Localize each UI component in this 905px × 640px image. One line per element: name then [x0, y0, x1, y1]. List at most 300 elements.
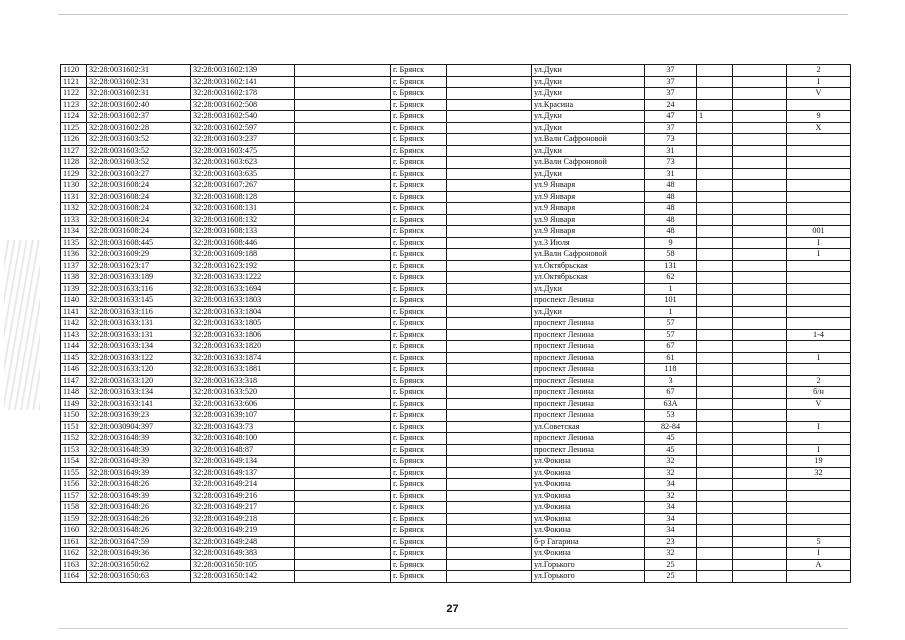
parcel-cadastral-number-cell: 32:28:0031602:40 — [87, 99, 191, 111]
object-cadastral-number-cell: 32:28:0031633:1806 — [191, 329, 295, 341]
parcel-cadastral-number-cell: 32:28:0031648:26 — [87, 513, 191, 525]
empty-cell — [733, 398, 787, 410]
empty-cell — [447, 76, 532, 88]
city-cell: г. Брянск — [391, 88, 447, 100]
premises-number-cell — [787, 525, 851, 537]
house-number-cell: 67 — [645, 387, 697, 399]
empty-cell — [447, 145, 532, 157]
empty-cell — [733, 559, 787, 571]
table-row — [61, 111, 851, 123]
row-number-cell: 1138 — [61, 272, 87, 284]
empty-cell — [295, 536, 391, 548]
empty-cell — [295, 260, 391, 272]
premises-number-cell — [787, 191, 851, 203]
house-number-cell: 25 — [645, 571, 697, 583]
empty-cell — [295, 456, 391, 468]
empty-cell — [447, 180, 532, 192]
table-row — [61, 76, 851, 88]
empty-cell — [447, 559, 532, 571]
empty-cell — [295, 364, 391, 376]
empty-cell — [447, 375, 532, 387]
building-cell — [697, 237, 733, 249]
premises-number-cell: I — [787, 237, 851, 249]
empty-cell — [733, 283, 787, 295]
parcel-cadastral-number-cell: 32:28:0031633:141 — [87, 398, 191, 410]
table-row — [61, 364, 851, 376]
scan-edge-artifact — [4, 240, 40, 410]
row-number-cell: 1121 — [61, 76, 87, 88]
street-cell: ул.Дуки — [532, 145, 645, 157]
row-number-cell: 1120 — [61, 65, 87, 77]
table-row — [61, 295, 851, 307]
house-number-cell: 34 — [645, 513, 697, 525]
empty-cell — [733, 433, 787, 445]
row-number-cell: 1127 — [61, 145, 87, 157]
empty-cell — [447, 490, 532, 502]
city-cell: г. Брянск — [391, 111, 447, 123]
empty-cell — [733, 203, 787, 215]
empty-cell — [733, 122, 787, 134]
street-cell: ул.9 Января — [532, 180, 645, 192]
parcel-cadastral-number-cell: 32:28:0031603:52 — [87, 134, 191, 146]
empty-cell — [733, 444, 787, 456]
premises-number-cell — [787, 490, 851, 502]
premises-number-cell: б/н — [787, 387, 851, 399]
premises-number-cell: I — [787, 548, 851, 560]
street-cell: проспект Ленина — [532, 364, 645, 376]
empty-cell — [295, 375, 391, 387]
city-cell: г. Брянск — [391, 203, 447, 215]
premises-number-cell — [787, 260, 851, 272]
object-cadastral-number-cell: 32:28:0031633:1803 — [191, 295, 295, 307]
city-cell: г. Брянск — [391, 456, 447, 468]
table-row — [61, 272, 851, 284]
empty-cell — [295, 65, 391, 77]
empty-cell — [447, 548, 532, 560]
premises-number-cell — [787, 214, 851, 226]
parcel-cadastral-number-cell: 32:28:0031602:31 — [87, 76, 191, 88]
house-number-cell: 37 — [645, 65, 697, 77]
empty-cell — [733, 536, 787, 548]
table-row — [61, 191, 851, 203]
empty-cell — [295, 237, 391, 249]
table-row — [61, 444, 851, 456]
house-number-cell: 45 — [645, 444, 697, 456]
premises-number-cell — [787, 283, 851, 295]
object-cadastral-number-cell: 32:28:0031649:383 — [191, 548, 295, 560]
empty-cell — [447, 260, 532, 272]
top-scan-line — [58, 14, 848, 15]
building-cell — [697, 329, 733, 341]
premises-number-cell: X — [787, 122, 851, 134]
row-number-cell: 1131 — [61, 191, 87, 203]
object-cadastral-number-cell: 32:28:0031649:217 — [191, 502, 295, 514]
parcel-cadastral-number-cell: 32:28:0031633:120 — [87, 364, 191, 376]
parcel-cadastral-number-cell: 32:28:0031633:145 — [87, 295, 191, 307]
row-number-cell: 1132 — [61, 203, 87, 215]
row-number-cell: 1126 — [61, 134, 87, 146]
table-row — [61, 571, 851, 583]
parcel-cadastral-number-cell: 32:28:0031649:36 — [87, 548, 191, 560]
table-row — [61, 168, 851, 180]
city-cell: г. Брянск — [391, 226, 447, 238]
empty-cell — [447, 88, 532, 100]
street-cell: ул.Дуки — [532, 76, 645, 88]
object-cadastral-number-cell: 32:28:0031602:178 — [191, 88, 295, 100]
table-row — [61, 341, 851, 353]
building-cell — [697, 559, 733, 571]
row-number-cell: 1125 — [61, 122, 87, 134]
object-cadastral-number-cell: 32:28:0031602:540 — [191, 111, 295, 123]
table-row — [61, 65, 851, 77]
table-row — [61, 375, 851, 387]
row-number-cell: 1135 — [61, 237, 87, 249]
parcel-cadastral-number-cell: 32:28:0031603:27 — [87, 168, 191, 180]
premises-number-cell — [787, 180, 851, 192]
city-cell: г. Брянск — [391, 295, 447, 307]
premises-number-cell — [787, 272, 851, 284]
empty-cell — [295, 111, 391, 123]
building-cell — [697, 249, 733, 261]
empty-cell — [447, 364, 532, 376]
premises-number-cell — [787, 571, 851, 583]
empty-cell — [733, 364, 787, 376]
city-cell: г. Брянск — [391, 467, 447, 479]
house-number-cell: 3 — [645, 375, 697, 387]
object-cadastral-number-cell: 32:28:0031608:128 — [191, 191, 295, 203]
empty-cell — [447, 329, 532, 341]
premises-number-cell: I — [787, 249, 851, 261]
row-number-cell: 1157 — [61, 490, 87, 502]
row-number-cell: 1152 — [61, 433, 87, 445]
empty-cell — [733, 145, 787, 157]
street-cell: ул.Фокина — [532, 548, 645, 560]
empty-cell — [447, 525, 532, 537]
city-cell: г. Брянск — [391, 398, 447, 410]
empty-cell — [447, 111, 532, 123]
city-cell: г. Брянск — [391, 375, 447, 387]
empty-cell — [295, 145, 391, 157]
empty-cell — [733, 410, 787, 422]
building-cell — [697, 375, 733, 387]
object-cadastral-number-cell: 32:28:0031633:1222 — [191, 272, 295, 284]
parcel-cadastral-number-cell: 32:28:0031633:189 — [87, 272, 191, 284]
object-cadastral-number-cell: 32:28:0031633:1881 — [191, 364, 295, 376]
empty-cell — [295, 502, 391, 514]
street-cell: ул.Дуки — [532, 283, 645, 295]
premises-number-cell: А — [787, 559, 851, 571]
premises-number-cell: V — [787, 88, 851, 100]
city-cell: г. Брянск — [391, 283, 447, 295]
city-cell: г. Брянск — [391, 571, 447, 583]
street-cell: ул.9 Января — [532, 191, 645, 203]
empty-cell — [295, 168, 391, 180]
parcel-cadastral-number-cell: 32:28:0031608:445 — [87, 237, 191, 249]
house-number-cell: 48 — [645, 191, 697, 203]
house-number-cell: 62 — [645, 272, 697, 284]
object-cadastral-number-cell: 32:28:0031649:218 — [191, 513, 295, 525]
street-cell: ул.Дуки — [532, 111, 645, 123]
street-cell: проспект Ленина — [532, 295, 645, 307]
city-cell: г. Брянск — [391, 387, 447, 399]
row-number-cell: 1163 — [61, 559, 87, 571]
empty-cell — [447, 122, 532, 134]
parcel-cadastral-number-cell: 32:28:0031650:62 — [87, 559, 191, 571]
house-number-cell: 1 — [645, 306, 697, 318]
table-row — [61, 88, 851, 100]
parcel-cadastral-number-cell: 32:28:0031608:24 — [87, 180, 191, 192]
empty-cell — [733, 272, 787, 284]
empty-cell — [295, 318, 391, 330]
parcel-cadastral-number-cell: 32:28:0031647:59 — [87, 536, 191, 548]
empty-cell — [295, 180, 391, 192]
empty-cell — [295, 88, 391, 100]
empty-cell — [295, 191, 391, 203]
row-number-cell: 1153 — [61, 444, 87, 456]
table-row — [61, 456, 851, 468]
empty-cell — [447, 456, 532, 468]
city-cell: г. Брянск — [391, 134, 447, 146]
object-cadastral-number-cell: 32:28:0031602:508 — [191, 99, 295, 111]
house-number-cell: 34 — [645, 502, 697, 514]
empty-cell — [447, 168, 532, 180]
empty-cell — [733, 226, 787, 238]
building-cell — [697, 444, 733, 456]
row-number-cell: 1146 — [61, 364, 87, 376]
parcel-cadastral-number-cell: 32:28:0031608:24 — [87, 214, 191, 226]
table-row — [61, 467, 851, 479]
building-cell — [697, 525, 733, 537]
premises-number-cell: 19 — [787, 456, 851, 468]
row-number-cell: 1159 — [61, 513, 87, 525]
object-cadastral-number-cell: 32:28:0031602:141 — [191, 76, 295, 88]
empty-cell — [295, 444, 391, 456]
object-cadastral-number-cell: 32:28:0031633:1820 — [191, 341, 295, 353]
empty-cell — [295, 467, 391, 479]
parcel-cadastral-number-cell: 32:28:0031633:122 — [87, 352, 191, 364]
object-cadastral-number-cell: 32:28:0031650:105 — [191, 559, 295, 571]
premises-number-cell — [787, 134, 851, 146]
house-number-cell: 1 — [645, 283, 697, 295]
house-number-cell: 118 — [645, 364, 697, 376]
street-cell: ул.Октябрьская — [532, 272, 645, 284]
table-row — [61, 318, 851, 330]
city-cell: г. Брянск — [391, 513, 447, 525]
row-number-cell: 1144 — [61, 341, 87, 353]
building-cell — [697, 536, 733, 548]
empty-cell — [295, 490, 391, 502]
house-number-cell: 25 — [645, 559, 697, 571]
parcel-cadastral-number-cell: 32:28:0031649:39 — [87, 490, 191, 502]
premises-number-cell: I — [787, 421, 851, 433]
empty-cell — [295, 421, 391, 433]
empty-cell — [295, 559, 391, 571]
table-row — [61, 398, 851, 410]
house-number-cell: 73 — [645, 134, 697, 146]
premises-number-cell: 1-4 — [787, 329, 851, 341]
street-cell: проспект Ленина — [532, 352, 645, 364]
parcel-cadastral-number-cell: 32:28:0031648:39 — [87, 433, 191, 445]
city-cell: г. Брянск — [391, 352, 447, 364]
row-number-cell: 1164 — [61, 571, 87, 583]
empty-cell — [733, 318, 787, 330]
building-cell — [697, 226, 733, 238]
empty-cell — [733, 525, 787, 537]
premises-number-cell: 2 — [787, 375, 851, 387]
premises-number-cell — [787, 295, 851, 307]
table-row — [61, 490, 851, 502]
building-cell — [697, 490, 733, 502]
table-row — [61, 421, 851, 433]
street-cell: б-р Гагарина — [532, 536, 645, 548]
building-cell — [697, 341, 733, 353]
empty-cell — [295, 272, 391, 284]
house-number-cell: 53 — [645, 410, 697, 422]
city-cell: г. Брянск — [391, 249, 447, 261]
building-cell — [697, 99, 733, 111]
empty-cell — [447, 536, 532, 548]
table-row — [61, 548, 851, 560]
empty-cell — [447, 226, 532, 238]
house-number-cell: 32 — [645, 467, 697, 479]
street-cell: ул.Фокина — [532, 490, 645, 502]
house-number-cell: 23 — [645, 536, 697, 548]
premises-number-cell: 001 — [787, 226, 851, 238]
premises-number-cell — [787, 203, 851, 215]
parcel-cadastral-number-cell: 32:28:0031602:31 — [87, 88, 191, 100]
row-number-cell: 1130 — [61, 180, 87, 192]
table-row — [61, 180, 851, 192]
object-cadastral-number-cell: 32:28:0031607:267 — [191, 180, 295, 192]
empty-cell — [295, 134, 391, 146]
empty-cell — [733, 180, 787, 192]
empty-cell — [733, 111, 787, 123]
empty-cell — [733, 467, 787, 479]
row-number-cell: 1151 — [61, 421, 87, 433]
house-number-cell: 31 — [645, 168, 697, 180]
empty-cell — [733, 548, 787, 560]
object-cadastral-number-cell: 32:28:0031603:237 — [191, 134, 295, 146]
parcel-cadastral-number-cell: 32:28:0030904:397 — [87, 421, 191, 433]
empty-cell — [733, 513, 787, 525]
object-cadastral-number-cell: 32:28:0031633:1805 — [191, 318, 295, 330]
building-cell — [697, 76, 733, 88]
empty-cell — [733, 479, 787, 491]
empty-cell — [733, 65, 787, 77]
empty-cell — [447, 352, 532, 364]
object-cadastral-number-cell: 32:28:0031650:142 — [191, 571, 295, 583]
parcel-cadastral-number-cell: 32:28:0031649:39 — [87, 467, 191, 479]
building-cell — [697, 364, 733, 376]
table-row — [61, 513, 851, 525]
object-cadastral-number-cell: 32:28:0031633:318 — [191, 375, 295, 387]
city-cell: г. Брянск — [391, 180, 447, 192]
empty-cell — [447, 318, 532, 330]
building-cell — [697, 467, 733, 479]
street-cell: ул.Фокина — [532, 525, 645, 537]
empty-cell — [447, 387, 532, 399]
street-cell: проспект Ленина — [532, 318, 645, 330]
empty-cell — [447, 398, 532, 410]
empty-cell — [733, 134, 787, 146]
empty-cell — [295, 122, 391, 134]
house-number-cell: 48 — [645, 180, 697, 192]
city-cell: г. Брянск — [391, 479, 447, 491]
empty-cell — [295, 283, 391, 295]
street-cell: ул.9 Января — [532, 226, 645, 238]
city-cell: г. Брянск — [391, 191, 447, 203]
street-cell: ул.Фокина — [532, 502, 645, 514]
premises-number-cell — [787, 341, 851, 353]
empty-cell — [295, 387, 391, 399]
object-cadastral-number-cell: 32:28:0031609:188 — [191, 249, 295, 261]
parcel-cadastral-number-cell: 32:28:0031602:37 — [87, 111, 191, 123]
city-cell: г. Брянск — [391, 306, 447, 318]
row-number-cell: 1140 — [61, 295, 87, 307]
building-cell — [697, 398, 733, 410]
table-row — [61, 122, 851, 134]
empty-cell — [447, 249, 532, 261]
empty-cell — [733, 237, 787, 249]
empty-cell — [733, 99, 787, 111]
premises-number-cell: 32 — [787, 467, 851, 479]
building-cell — [697, 191, 733, 203]
house-number-cell: 32 — [645, 548, 697, 560]
row-number-cell: 1134 — [61, 226, 87, 238]
row-number-cell: 1155 — [61, 467, 87, 479]
table-row — [61, 433, 851, 445]
empty-cell — [295, 548, 391, 560]
city-cell: г. Брянск — [391, 122, 447, 134]
street-cell: ул.Советская — [532, 421, 645, 433]
table-row — [61, 536, 851, 548]
row-number-cell: 1149 — [61, 398, 87, 410]
building-cell — [697, 352, 733, 364]
object-cadastral-number-cell: 32:28:0031649:216 — [191, 490, 295, 502]
table-row — [61, 214, 851, 226]
empty-cell — [733, 456, 787, 468]
parcel-cadastral-number-cell: 32:28:0031633:131 — [87, 329, 191, 341]
row-number-cell: 1139 — [61, 283, 87, 295]
object-cadastral-number-cell: 32:28:0031649:248 — [191, 536, 295, 548]
object-cadastral-number-cell: 32:28:0031633:1874 — [191, 352, 295, 364]
city-cell: г. Брянск — [391, 525, 447, 537]
row-number-cell: 1147 — [61, 375, 87, 387]
building-cell — [697, 180, 733, 192]
empty-cell — [447, 237, 532, 249]
house-number-cell: 63А — [645, 398, 697, 410]
city-cell: г. Брянск — [391, 76, 447, 88]
row-number-cell: 1160 — [61, 525, 87, 537]
row-number-cell: 1133 — [61, 214, 87, 226]
empty-cell — [447, 433, 532, 445]
empty-cell — [447, 502, 532, 514]
empty-cell — [295, 433, 391, 445]
row-number-cell: 1142 — [61, 318, 87, 330]
empty-cell — [295, 306, 391, 318]
city-cell: г. Брянск — [391, 214, 447, 226]
empty-cell — [447, 571, 532, 583]
building-cell — [697, 168, 733, 180]
empty-cell — [733, 375, 787, 387]
empty-cell — [295, 249, 391, 261]
city-cell: г. Брянск — [391, 490, 447, 502]
empty-cell — [295, 329, 391, 341]
building-cell — [697, 421, 733, 433]
city-cell: г. Брянск — [391, 341, 447, 353]
table-row — [61, 479, 851, 491]
empty-cell — [733, 157, 787, 169]
